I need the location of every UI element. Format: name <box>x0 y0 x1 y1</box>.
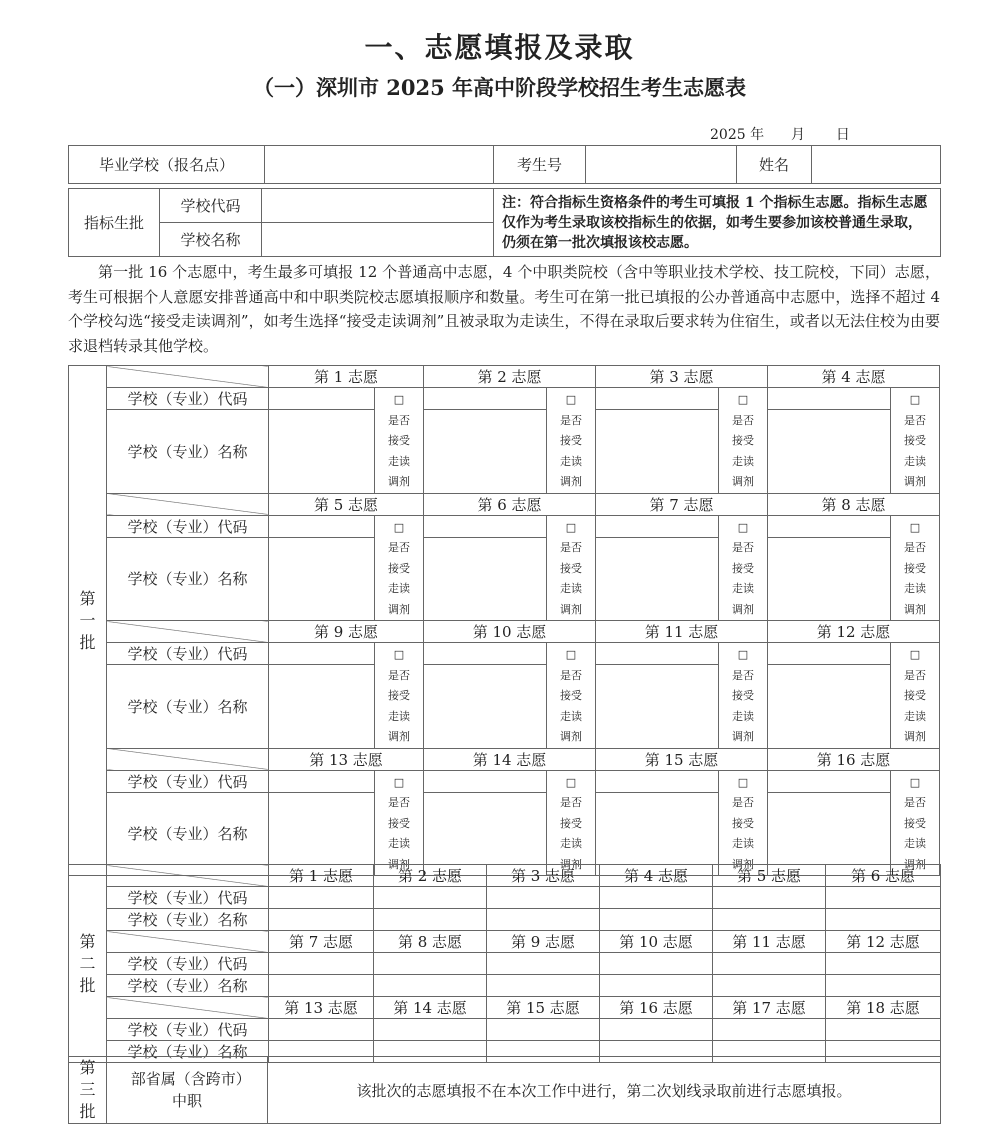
batch2-code-row <box>69 953 941 975</box>
name-field[interactable] <box>768 537 891 620</box>
checkbox-icon[interactable]: □ <box>737 648 749 661</box>
code-field[interactable] <box>596 770 719 792</box>
name-field[interactable] <box>596 410 719 493</box>
walk-in-label: 调剂 <box>560 475 582 488</box>
code-field[interactable] <box>374 1019 487 1041</box>
code-label: 学校（专业）代码 <box>107 388 269 410</box>
date-year: 2025 年 <box>710 127 765 143</box>
walk-in-label: 走读 <box>732 837 754 850</box>
walk-in-label: 走读 <box>388 454 410 468</box>
code-field[interactable] <box>768 770 891 792</box>
code-field[interactable] <box>269 643 375 665</box>
code-field[interactable] <box>424 515 547 537</box>
choice-header: 第 13 志愿 <box>269 748 424 770</box>
student-info-table <box>68 145 941 184</box>
walk-in-label: 接受 <box>560 561 582 575</box>
code-field[interactable] <box>713 887 826 909</box>
walk-in-option[interactable] <box>891 515 940 621</box>
name-field[interactable] <box>374 909 487 931</box>
code-field[interactable] <box>826 887 941 909</box>
walk-in-label: 接受 <box>388 561 410 575</box>
batch2-code-row <box>69 1019 941 1041</box>
batch1-name-row <box>69 537 940 620</box>
walk-in-option[interactable] <box>719 515 768 621</box>
name-field[interactable] <box>826 975 941 997</box>
walk-in-label: 是否 <box>388 413 410 427</box>
walk-in-label: 走读 <box>904 709 926 723</box>
walk-in-label: 调剂 <box>388 475 410 488</box>
checkbox-icon[interactable]: □ <box>737 520 749 534</box>
choice-header: 第 16 志愿 <box>600 997 713 1019</box>
walk-in-label: 接受 <box>560 689 582 702</box>
walk-in-label: 是否 <box>560 541 582 554</box>
walk-in-label: 走读 <box>904 582 926 595</box>
diagonal-cell <box>107 366 269 388</box>
walk-in-option[interactable] <box>375 388 424 494</box>
choice-header: 第 15 志愿 <box>596 748 768 770</box>
name-label: 学校（专业）名称 <box>107 537 269 620</box>
code-label: 学校（专业）代码 <box>107 643 269 665</box>
code-label: 学校（专业）代码 <box>107 953 269 975</box>
code-field[interactable] <box>269 770 375 792</box>
walk-in-label: 是否 <box>388 668 410 682</box>
walk-in-label: 接受 <box>388 816 410 830</box>
checkbox-icon[interactable]: □ <box>565 520 577 534</box>
choice-header: 第 7 志愿 <box>596 493 768 515</box>
checkbox-icon[interactable]: □ <box>393 648 405 661</box>
choice-header: 第 7 志愿 <box>269 931 374 953</box>
walk-in-option[interactable] <box>891 388 940 494</box>
walk-in-label: 接受 <box>388 434 410 447</box>
code-field[interactable] <box>600 953 713 975</box>
walk-in-label: 接受 <box>904 689 926 702</box>
batch1-header-row <box>69 748 940 770</box>
name-field[interactable] <box>269 975 374 997</box>
walk-in-label: 是否 <box>904 541 926 554</box>
code-field[interactable] <box>826 953 941 975</box>
walk-in-label: 接受 <box>904 561 926 575</box>
batch2-label: 第 二 批 <box>69 865 107 1063</box>
choice-header: 第 15 志愿 <box>487 997 600 1019</box>
walk-in-option[interactable] <box>375 643 424 749</box>
code-field[interactable] <box>269 1019 374 1041</box>
walk-in-label: 调剂 <box>560 602 582 616</box>
choice-header: 第 6 志愿 <box>424 493 596 515</box>
walk-in-label: 接受 <box>732 434 754 447</box>
code-field[interactable] <box>596 515 719 537</box>
walk-in-label: 调剂 <box>560 857 582 871</box>
date-month: 月 <box>791 127 805 143</box>
walk-in-label: 是否 <box>904 796 926 809</box>
code-field[interactable] <box>269 887 374 909</box>
walk-in-option[interactable] <box>719 388 768 494</box>
name-field[interactable] <box>424 665 547 748</box>
batch2-header-row <box>69 997 941 1019</box>
walk-in-label: 接受 <box>904 816 926 830</box>
batch2-name-row <box>69 975 941 997</box>
choice-header: 第 5 志愿 <box>713 865 826 887</box>
code-label: 学校（专业）代码 <box>107 1019 269 1041</box>
walk-in-label: 是否 <box>732 541 754 554</box>
diagonal-cell <box>107 997 269 1019</box>
batch2-name-row <box>69 909 941 931</box>
date-day: 日 <box>835 127 850 143</box>
batch3-table <box>68 1056 941 1124</box>
walk-in-label: 走读 <box>560 709 582 723</box>
walk-in-label: 是否 <box>560 413 582 427</box>
choice-header: 第 14 志愿 <box>424 748 596 770</box>
name-field[interactable] <box>713 909 826 931</box>
walk-in-option[interactable] <box>547 515 596 621</box>
checkbox-icon[interactable]: □ <box>393 775 405 789</box>
code-field[interactable] <box>713 1019 826 1041</box>
name-label: 姓名 <box>737 146 812 184</box>
walk-in-label: 是否 <box>904 668 926 682</box>
quota-note: 注：符合指标生资格条件的考生可填报 1 个指标生志愿。指标生志愿仅作为考生录取该校指标生的依据，如考生要参加该校普通生录取，仍须在第一批次填报该校志愿。 <box>494 189 941 257</box>
walk-in-label: 调剂 <box>732 602 754 616</box>
choice-header: 第 11 志愿 <box>596 621 768 643</box>
code-field[interactable] <box>826 1019 941 1041</box>
walk-in-label: 接受 <box>732 689 754 702</box>
code-field[interactable] <box>596 388 719 410</box>
choice-header: 第 12 志愿 <box>826 931 941 953</box>
walk-in-label: 走读 <box>388 837 410 850</box>
name-label: 学校（专业）名称 <box>107 410 269 493</box>
walk-in-option[interactable] <box>547 643 596 749</box>
batch1-header-row <box>69 493 940 515</box>
batch2-header-row <box>69 865 941 887</box>
code-field[interactable] <box>269 515 375 537</box>
code-label: 学校（专业）代码 <box>107 887 269 909</box>
batch1-code-row <box>69 770 940 792</box>
choice-header: 第 14 志愿 <box>374 997 487 1019</box>
choice-header: 第 1 志愿 <box>269 366 424 388</box>
walk-in-option[interactable] <box>719 770 768 876</box>
quota-code-label: 学校代码 <box>160 189 262 223</box>
walk-in-label: 接受 <box>560 434 582 447</box>
walk-in-label: 调剂 <box>388 730 410 743</box>
name-field[interactable] <box>269 909 374 931</box>
name-field[interactable] <box>596 537 719 620</box>
walk-in-label: 是否 <box>388 541 410 554</box>
choice-header: 第 2 志愿 <box>424 366 596 388</box>
checkbox-icon[interactable]: □ <box>393 520 405 534</box>
batch2-header-row <box>69 931 941 953</box>
code-field[interactable] <box>600 1019 713 1041</box>
code-field[interactable] <box>713 953 826 975</box>
walk-in-label: 是否 <box>732 796 754 809</box>
walk-in-label: 调剂 <box>904 602 926 616</box>
walk-in-label: 调剂 <box>388 602 410 616</box>
walk-in-label: 调剂 <box>904 475 926 488</box>
choice-header: 第 3 志愿 <box>596 366 768 388</box>
walk-in-label: 是否 <box>388 796 410 809</box>
quota-table <box>68 188 941 257</box>
name-field[interactable] <box>269 537 375 620</box>
batch1-code-row <box>69 388 940 410</box>
batch1-name-row <box>69 410 940 493</box>
checkbox-icon[interactable]: □ <box>909 775 921 789</box>
checkbox-icon[interactable]: □ <box>565 775 577 789</box>
name-label: 学校（专业）名称 <box>107 975 269 997</box>
name-label: 学校（专业）名称 <box>107 909 269 931</box>
page-title: 一、志愿填报及录取 <box>364 31 635 64</box>
checkbox-icon[interactable]: □ <box>565 648 577 661</box>
name-field[interactable] <box>713 975 826 997</box>
batch1-label: 第 一 批 <box>69 366 107 876</box>
checkbox-icon[interactable]: □ <box>737 775 749 789</box>
choice-header: 第 10 志愿 <box>600 931 713 953</box>
school-label: 毕业学校（报名点） <box>69 146 265 184</box>
name-field[interactable] <box>768 410 891 493</box>
walk-in-label: 是否 <box>560 668 582 682</box>
batch1-code-row <box>69 643 940 665</box>
walk-in-label: 接受 <box>732 816 754 830</box>
walk-in-option[interactable] <box>547 770 596 876</box>
walk-in-option[interactable] <box>891 770 940 876</box>
choice-header: 第 11 志愿 <box>713 931 826 953</box>
batch3-category: 部省属（含跨市）中职 <box>107 1057 268 1124</box>
walk-in-option[interactable] <box>375 515 424 621</box>
name-label: 学校（专业）名称 <box>107 665 269 748</box>
name-field[interactable] <box>424 410 547 493</box>
form-subtitle: （一）深圳市 2025 年高中阶段学校招生考生志愿表 <box>252 75 747 100</box>
name-field[interactable] <box>768 665 891 748</box>
batch3-label: 第 三 批 <box>69 1057 107 1124</box>
name-field[interactable] <box>487 909 600 931</box>
batch1-name-row <box>69 665 940 748</box>
name-field[interactable] <box>600 975 713 997</box>
code-field[interactable] <box>768 515 891 537</box>
walk-in-option[interactable] <box>547 388 596 494</box>
name-field[interactable] <box>487 975 600 997</box>
walk-in-label: 走读 <box>560 454 582 468</box>
checkbox-icon[interactable]: □ <box>393 393 405 406</box>
quota-name-label: 学校名称 <box>160 223 262 257</box>
choice-header: 第 18 志愿 <box>826 997 941 1019</box>
choice-header: 第 12 志愿 <box>768 621 940 643</box>
code-label: 学校（专业）代码 <box>107 770 269 792</box>
walk-in-label: 调剂 <box>732 857 754 871</box>
name-field[interactable] <box>374 975 487 997</box>
choice-header: 第 4 志愿 <box>768 366 940 388</box>
choice-header: 第 9 志愿 <box>269 621 424 643</box>
choice-header: 第 10 志愿 <box>424 621 596 643</box>
choice-header: 第 2 志愿 <box>374 865 487 887</box>
walk-in-label: 接受 <box>732 561 754 575</box>
walk-in-label: 走读 <box>904 837 926 850</box>
checkbox-icon[interactable]: □ <box>909 520 921 534</box>
code-field[interactable] <box>768 388 891 410</box>
batch2-table <box>68 864 941 1063</box>
code-field[interactable] <box>487 1019 600 1041</box>
diagonal-cell <box>107 748 269 770</box>
exam-id-label: 考生号 <box>494 146 586 184</box>
walk-in-label: 是否 <box>732 413 754 427</box>
name-field[interactable] <box>596 665 719 748</box>
batch1-header-row <box>69 366 940 388</box>
walk-in-option[interactable] <box>891 643 940 749</box>
name-field[interactable] <box>424 537 547 620</box>
choice-header: 第 17 志愿 <box>713 997 826 1019</box>
walk-in-label: 调剂 <box>904 730 926 743</box>
code-field[interactable] <box>600 887 713 909</box>
code-field[interactable] <box>269 388 375 410</box>
choice-header: 第 6 志愿 <box>826 865 941 887</box>
choice-header: 第 8 志愿 <box>768 493 940 515</box>
walk-in-label: 接受 <box>904 434 926 447</box>
checkbox-icon[interactable]: □ <box>909 648 921 661</box>
name-field[interactable] <box>269 665 375 748</box>
walk-in-label: 调剂 <box>732 475 754 488</box>
checkbox-icon[interactable]: □ <box>737 393 749 406</box>
checkbox-icon[interactable]: □ <box>909 393 921 406</box>
walk-in-label: 调剂 <box>560 730 582 743</box>
choice-header: 第 5 志愿 <box>269 493 424 515</box>
code-field[interactable] <box>424 770 547 792</box>
name-field[interactable] <box>826 909 941 931</box>
walk-in-label: 走读 <box>560 582 582 595</box>
batch1-code-row <box>69 515 940 537</box>
walk-in-label: 调剂 <box>904 857 926 871</box>
name-field[interactable] <box>812 146 941 184</box>
walk-in-label: 走读 <box>388 582 410 595</box>
walk-in-label: 走读 <box>732 709 754 723</box>
choice-header: 第 3 志愿 <box>487 865 600 887</box>
code-field[interactable] <box>768 643 891 665</box>
diagonal-cell <box>107 931 269 953</box>
instructions-paragraph: 第一批 16 个志愿中，考生最多可填报 12 个普通高中志愿，4 个中职类院校（含中等职业技术学校、技工院校，下同）志愿，考生可根据个人意愿安排普通高中和中职类院校志愿填报顺序和数量。考生可在第一批已填报的公办普通高中志愿中，选择不超过 4 个学校勾选“接受走读调剂”，如考生选择“接受走读调剂”且被录取为走读生，不得在录取后要求转为住宿生，或者以无法住校为由要求退档转录其他学校。 <box>68 263 940 355</box>
walk-in-label: 走读 <box>732 582 754 595</box>
name-field[interactable] <box>600 909 713 931</box>
batch1-header-row <box>69 621 940 643</box>
choice-header: 第 4 志愿 <box>600 865 713 887</box>
code-label: 学校（专业）代码 <box>107 515 269 537</box>
quota-label: 指标生批 <box>69 189 160 257</box>
checkbox-icon[interactable]: □ <box>565 393 577 406</box>
walk-in-label: 走读 <box>388 709 410 723</box>
walk-in-option[interactable] <box>375 770 424 876</box>
quota-name-field[interactable] <box>262 223 494 257</box>
code-field[interactable] <box>487 887 600 909</box>
code-field[interactable] <box>374 953 487 975</box>
name-label: 学校（专业）名称 <box>107 792 269 875</box>
code-field[interactable] <box>487 953 600 975</box>
walk-in-label: 接受 <box>388 689 410 702</box>
walk-in-label: 是否 <box>904 413 926 427</box>
batch3-text: 该批次的志愿填报不在本次工作中进行，第二次划线录取前进行志愿填报。 <box>268 1057 941 1124</box>
exam-id-field[interactable] <box>586 146 737 184</box>
name-label: 学校（专业）名称 <box>107 1041 269 1063</box>
diagonal-cell <box>107 865 269 887</box>
walk-in-label: 走读 <box>560 837 582 850</box>
code-field[interactable] <box>424 643 547 665</box>
walk-in-label: 是否 <box>560 796 582 809</box>
choice-header: 第 13 志愿 <box>269 997 374 1019</box>
walk-in-label: 调剂 <box>732 730 754 743</box>
code-field[interactable] <box>269 953 374 975</box>
date-line <box>710 124 850 144</box>
code-field[interactable] <box>424 388 547 410</box>
name-field[interactable] <box>269 410 375 493</box>
batch2-code-row <box>69 887 941 909</box>
walk-in-label: 走读 <box>904 454 926 468</box>
batch1-table <box>68 365 940 876</box>
walk-in-label: 调剂 <box>388 857 410 871</box>
choice-header: 第 8 志愿 <box>374 931 487 953</box>
walk-in-option[interactable] <box>719 643 768 749</box>
code-field[interactable] <box>596 643 719 665</box>
walk-in-label: 接受 <box>560 816 582 830</box>
code-field[interactable] <box>374 887 487 909</box>
walk-in-label: 走读 <box>732 454 754 468</box>
walk-in-label: 是否 <box>732 668 754 682</box>
diagonal-cell <box>107 493 269 515</box>
choice-header: 第 1 志愿 <box>269 865 374 887</box>
diagonal-cell <box>107 621 269 643</box>
choice-header: 第 9 志愿 <box>487 931 600 953</box>
school-field[interactable] <box>265 146 494 184</box>
quota-code-field[interactable] <box>262 189 494 223</box>
choice-header: 第 16 志愿 <box>768 748 940 770</box>
